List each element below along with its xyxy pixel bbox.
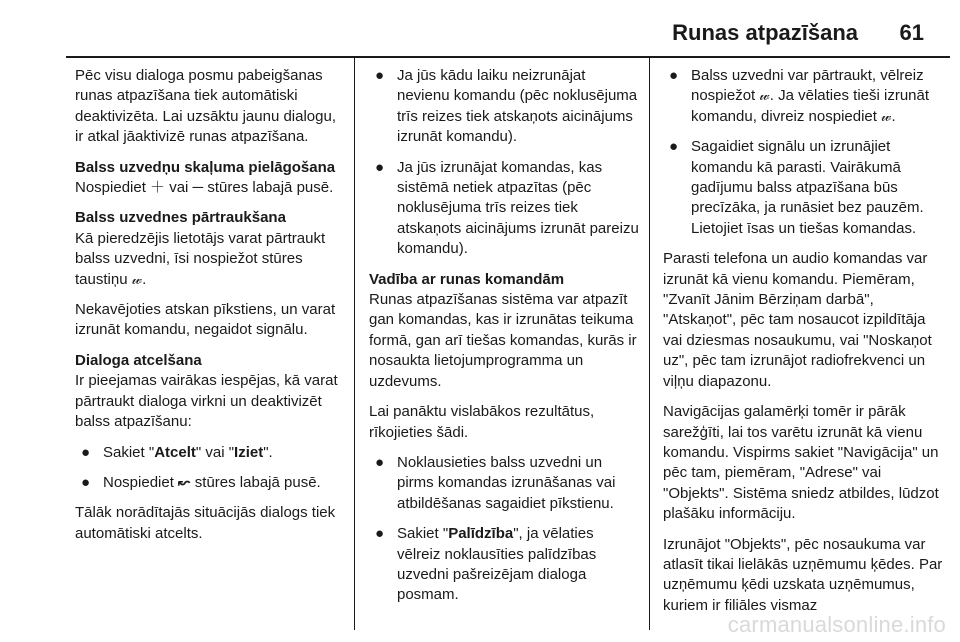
list-item: ● Ja jūs izrunājat komandas, kas sistēmā netiek atpazītas (pēc noklusējuma trīs reizes tiek atskaņots aicinājums izrunāt pareizu komandu). xyxy=(375,158,639,258)
paragraph: Runas atpazīšanas sistēma var atpazīt gan komandas, kas ir izrunātas teikuma formā, gan arī tiešas komandas, kurās ir nosaukta lietojumprogramma un uzdevums. xyxy=(369,291,637,390)
column-divider-1 xyxy=(354,58,355,630)
paragraph: Parasti telefona un audio komandas var izrunāt kā vienu komandu. Piemēram, "Zvanīt Jānim Bērziņam darbā", "Atskaņot", pēc tam nosaucot izpildītāja vai dziesmas nosaukumu, vai "Noskaņot uz", pēc tam izrunājot radiofrekvenci un viļņu diapazonu. xyxy=(663,250,932,390)
page-title: Runas atpazīšana xyxy=(672,20,858,45)
bullet-icon: ● xyxy=(81,473,91,491)
bullet-list xyxy=(75,443,347,494)
header-rule xyxy=(66,56,950,58)
bullet-icon: ● xyxy=(669,138,679,156)
bullet-icon: ● xyxy=(375,525,385,543)
column-1 xyxy=(75,66,347,554)
section-heading: Balss uzvednes pārtraukšana xyxy=(75,209,286,227)
command-text: Atcelt xyxy=(154,443,196,461)
bullet-icon: ● xyxy=(375,453,385,471)
bullet-icon: ● xyxy=(375,67,385,84)
column-2 xyxy=(369,66,639,616)
paragraph: Nekavējoties atskan pīkstiens, un varat izrunāt komandu, negaidot signālu. xyxy=(75,301,336,339)
bullet-icon: ● xyxy=(81,443,91,461)
bullet-list xyxy=(369,66,639,260)
paragraph: Izrunājot "Objekts", pēc nosaukuma var atlasīt tikai lielākās uzņēmumu ķēdes. Par uzņēmumu ķēdi uzskata uzņēmumus, kuriem ir filiāles vismaz xyxy=(663,535,943,614)
paragraph: Tālāk norādītajās situācijās dialogs tiek automātiski atcelts. xyxy=(75,504,336,542)
command-text: Iziet xyxy=(234,443,264,461)
paragraph: Ir pieejamas vairākas iespējas, kā varat pārtraukt dialoga virkni un deaktivizēt balss atpazīšanu: xyxy=(75,372,338,431)
column-3 xyxy=(663,66,943,626)
list-item: ● Sakiet "Atcelt" vai "Iziet". xyxy=(75,443,347,463)
hang-up-icon: ↜ xyxy=(178,473,191,491)
bullet-icon: ● xyxy=(375,158,385,176)
list-item: ● Sagaidiet signālu un izrunājiet komandu kā parasti. Vairākumā gadījumu balss atpazīšana būs precīzāka, ja runāsiet bez pauzēm. Lietojiet īsas un tiešas komandas. xyxy=(669,138,924,237)
list-item: ● Nospiediet ↜ stūres labajā pusē. xyxy=(75,473,347,493)
bullet-list xyxy=(663,66,943,239)
list-item: ● Sakiet "Palīdzība", ja vēlaties vēlreiz noklausīties palīdzības uzvedni pašreizējam dialoga posmam. xyxy=(375,525,597,604)
section-heading: Balss uzvedņu skaļuma pielāgošana xyxy=(75,158,336,176)
bullet-list xyxy=(369,453,639,606)
paragraph: Lai panāktu vislabākos rezultātus, rīkojieties šādi. xyxy=(369,403,595,441)
paragraph: Kā pieredzējis lietotājs varat pārtraukt balss uzvedni, īsi nospiežot stūres taustiņu 𝓌. xyxy=(75,229,326,288)
list-item: ● Noklausieties balss uzvedni un pirms komandas izrunāšanas vai atbildēšanas sagaidiet pīkstienu. xyxy=(375,453,616,512)
paragraph: Nospiediet ＋ vai ─ stūres labajā pusē. xyxy=(75,179,334,197)
section-heading: Vadība ar runas komandām xyxy=(369,270,565,288)
section-heading: Dialoga atcelšana xyxy=(75,351,202,369)
watermark: carmanualsonline.info xyxy=(727,612,946,637)
bullet-icon: ● xyxy=(669,67,679,84)
command-text: Palīdzība xyxy=(448,525,514,543)
paragraph: Navigācijas galamērķi tomēr ir pārāk sarežģīti, lai tos varētu izrunāt kā vienu komandu. Vispirms sakiet "Navigācija" un pēc tam, piemēram, "Adrese" vai "Objekts". Sistēma sniedz atbildes, lūdzot plašāku informāciju. xyxy=(663,403,939,523)
list-item: ● Ja jūs kādu laiku neizrunājat nevienu komandu (pēc noklusējuma trīs reizes tiek atskaņots aicinājums izrunāt komandu). xyxy=(375,67,638,146)
page-number: 61 xyxy=(899,20,924,45)
paragraph: Pēc visu dialoga posmu pabeigšanas runas atpazīšana tiek automātiski deaktivizēta. Lai uzsāktu jaunu dialogu, ir atkal jāaktivizē runas atpazīšana. xyxy=(75,67,337,146)
page-header xyxy=(0,0,960,56)
column-divider-2 xyxy=(649,58,650,630)
list-item: ● Balss uzvedni var pārtraukt, vēlreiz nospiežot 𝓌. Ja vēlaties tieši izrunāt komandu, divreiz nospiediet 𝓌. xyxy=(669,67,930,125)
